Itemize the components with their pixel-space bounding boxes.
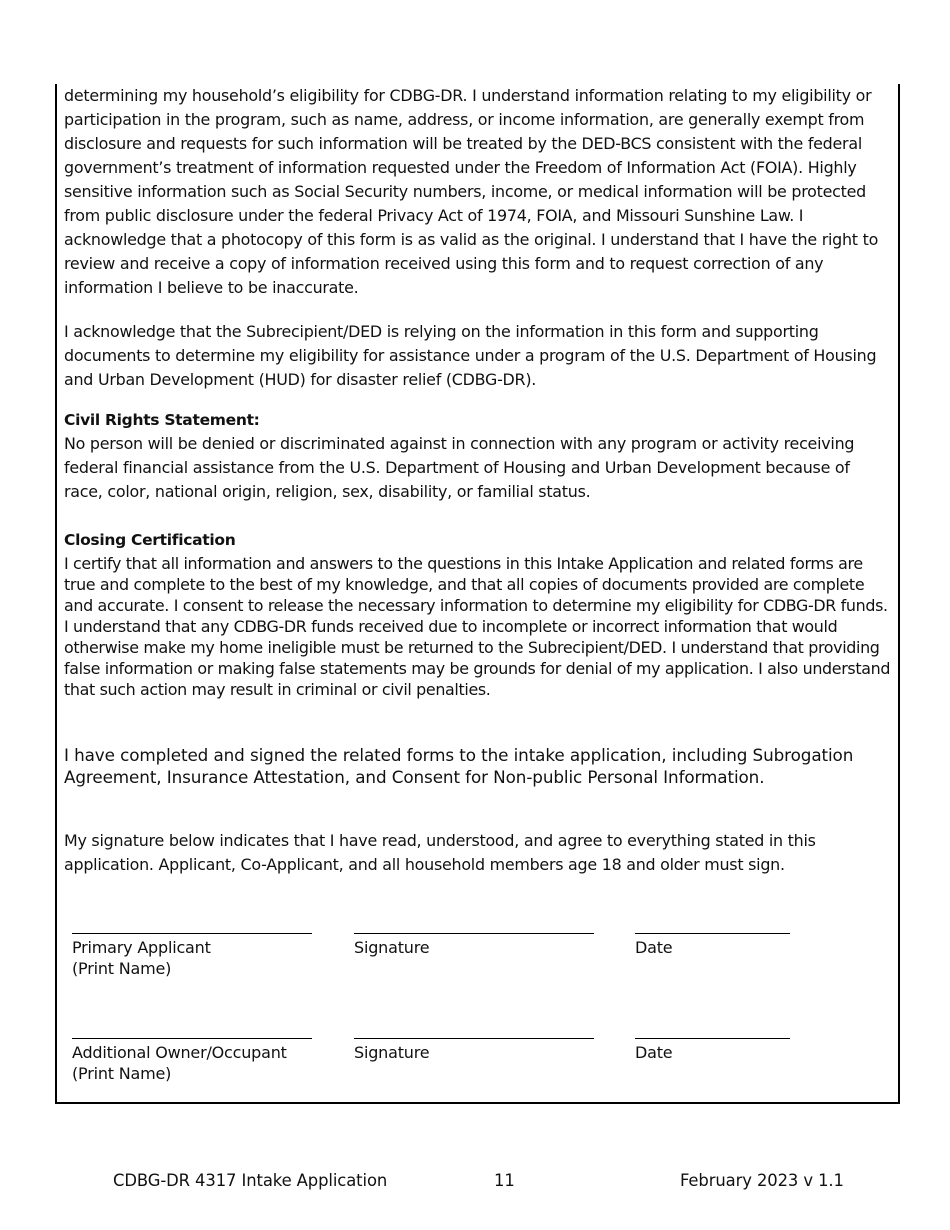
closing-certification-heading: Closing Certification — [64, 531, 236, 549]
footer-page-number: 11 — [494, 1171, 515, 1190]
print-name-label: Additional Owner/Occupant (Print Name) — [72, 1043, 287, 1083]
print-name-label: Primary Applicant (Print Name) — [72, 938, 211, 978]
footer-version: February 2023 v 1.1 — [680, 1171, 844, 1190]
footer-title: CDBG-DR 4317 Intake Application — [113, 1171, 388, 1190]
signature-line[interactable] — [354, 933, 594, 934]
related-forms-paragraph: I have completed and signed the related forms to the intake application, including Subrogation Agreement, Insurance Attestation, and Consent for Non-public Personal Information. — [64, 745, 854, 787]
civil-rights-heading: Civil Rights Statement: — [64, 411, 260, 429]
date-line[interactable] — [635, 933, 790, 934]
print-name-line[interactable] — [72, 933, 312, 934]
privacy-paragraph: determining my household’s eligibility for CDBG-DR. I understand information relating to my eligibility or participation in the program, such as name, address, or income information, are generally exempt from disclosure and requests for such information will be treated by the DED-BCS consistent with the federal government’s treatment of information requested under the Freedom of Information Act (FOIA). Highly sensitive information such as Social Security numbers, income, or medical information will be protected from public disclosure under the federal Privacy Act of 1974, FOIA, and Missouri Sunshine Law. I acknowledge that a photocopy of this form is as valid as the original. I understand that I have the right to review and receive a copy of information received using this form and to request correction of any information I believe to be inaccurate. — [64, 86, 879, 297]
date-label: Date — [635, 1043, 673, 1062]
reliance-paragraph: I acknowledge that the Subrecipient/DED is relying on the information in this form and supporting documents to determine my eligibility for assistance under a program of the U.S. Department of Housing and Urban Development (HUD) for disaster relief (CDBG-DR). — [64, 322, 877, 389]
date-line[interactable] — [635, 1038, 790, 1039]
closing-certification-text: I certify that all information and answers to the questions in this Intake Application and related forms are true and complete to the best of my knowledge, and that all copies of documents provided are complete and accurate. I consent to release the necessary information to determine my eligibility for CDBG-DR funds. I understand that any CDBG-DR funds received due to incomplete or incorrect information that would otherwise make my home ineligible must be returned to the Subrecipient/DED. I understand that providing false information or making false statements may be grounds for denial of my application. I also understand that such action may result in criminal or civil penalties. — [64, 554, 891, 699]
print-name-line[interactable] — [72, 1038, 312, 1039]
signature-line[interactable] — [354, 1038, 594, 1039]
signature-label: Signature — [354, 1043, 430, 1062]
date-label: Date — [635, 938, 673, 957]
civil-rights-text: No person will be denied or discriminated against in connection with any program or activity receiving federal financial assistance from the U.S. Department of Housing and Urban Development because of race, color, national origin, religion, sex, disability, or familial status. — [64, 434, 855, 501]
signature-label: Signature — [354, 938, 430, 957]
signature-note: My signature below indicates that I have read, understood, and agree to everything stated in this application. Applicant, Co-Applicant, and all household members age 18 and older must sign. — [64, 831, 816, 874]
